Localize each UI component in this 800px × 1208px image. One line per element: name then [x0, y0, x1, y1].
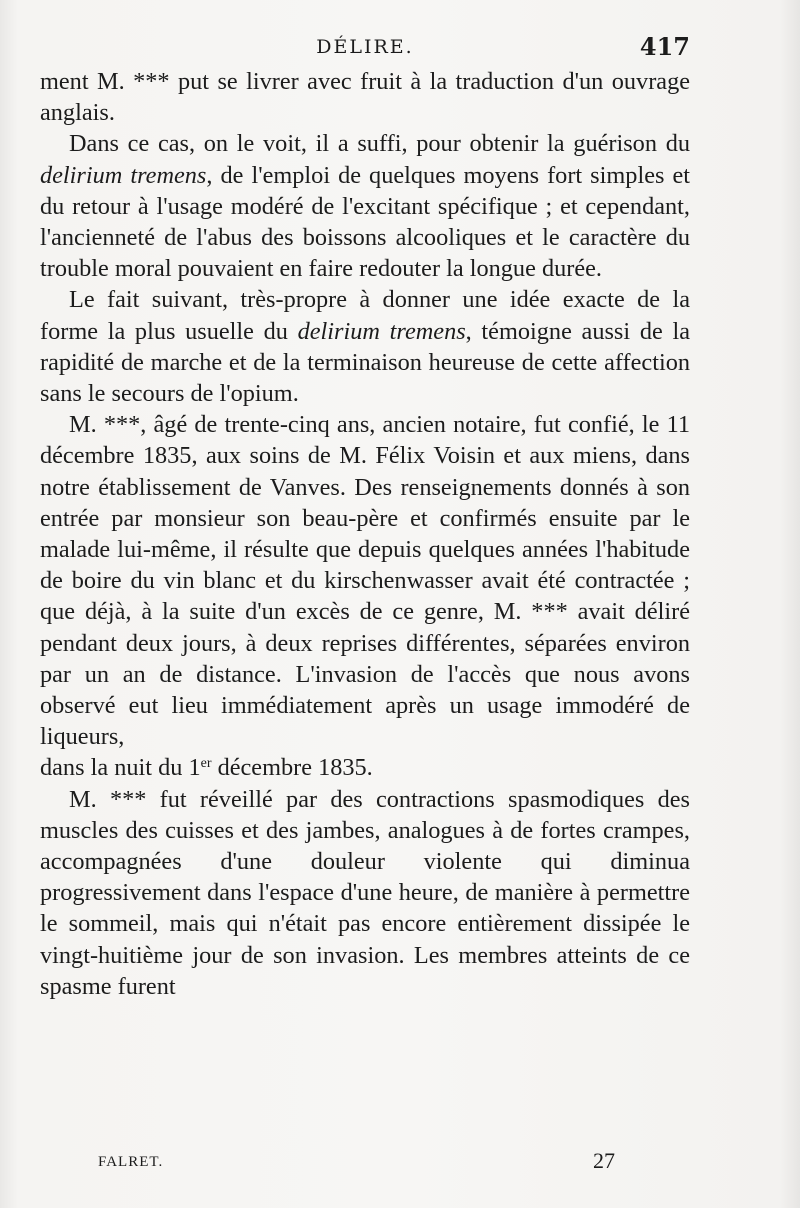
body-text — [40, 66, 690, 1002]
paragraph-2-text-before: Dans ce cas, on le voit, il a suffi, pour obtenir la guérison du — [69, 130, 690, 158]
paragraph-2 — [40, 128, 690, 284]
paragraph-4 — [40, 409, 690, 752]
paragraph-3-text-after: , témoigne aussi de la rapidité de marche et de la terminaison heureuse de cette affection sans le secours de l'opium. — [40, 317, 690, 408]
paragraph-5-text: M. *** fut réveillé par des contractions spasmodiques des muscles des cuisses et des jambes, analogues à de fortes crampes, accompagnées d'une douleur violente qui diminua progressivement dans l'espace d'une heure, de manière à permettre le sommeil, mais qui n'était pas encore entièrement dissipée le vingt-huitième jour de son invasion. Les membres atteints de ce spasme furent — [40, 785, 690, 1000]
paragraph-3-italic-term: delirium tremens — [297, 317, 466, 345]
paragraph-4-end-before: dans la nuit du 1 — [40, 754, 201, 782]
paragraph-4-text: M. ***, âgé de trente-cinq ans, ancien notaire, fut confié, le 11 décembre 1835, aux soins de M. Félix Voisin et aux miens, dans notre établissement de Vanves. Des renseignements donnés à son entrée par monsieur son beau-père et confirmés ensuite par le malade lui-même, il résulte que depuis quelques années l'habitude de boire du vin blanc et du kirschenwasser avait été contractée ; que déjà, à la suite d'un excès de ce genre, M. *** avait déliré pendant deux jours, à deux reprises différentes, séparées environ par un an de distance. L'invasion de l'accès que nous avons observé eut lieu immédiatement après un usage immodéré de liqueurs, — [40, 411, 690, 751]
paragraph-4-end — [40, 752, 690, 783]
paragraph-2-text-after: , de l'emploi de quelques moyens fort simples et du retour à l'usage modéré de l'excitant spécifique ; et cependant, l'ancienneté de l'abus des boissons alcooliques et le caractère du trouble moral pouvaient en faire redouter la longue durée. — [40, 161, 690, 283]
page-footer — [98, 1148, 618, 1178]
running-head — [40, 30, 690, 64]
signature-number: 27 — [593, 1148, 615, 1173]
paragraph-3 — [40, 284, 690, 409]
printer-signature: FALRET. — [98, 1154, 164, 1170]
paragraph-2-italic-term: delirium tremens — [40, 161, 207, 189]
running-title: DÉLIRE. — [316, 36, 414, 58]
paragraph-4-end-after: décembre 1835. — [211, 754, 373, 782]
paragraph-1-text: ment M. *** put se livrer avec fruit à la traduction d'un ouvrage anglais. — [40, 68, 690, 127]
paragraph-1 — [40, 66, 690, 128]
paragraph-5 — [40, 784, 690, 1002]
page-number: 417 — [639, 32, 690, 61]
paragraph-3-text-before: Le fait suivant, très-propre à donner une idée exacte de la forme la plus usuelle du — [40, 286, 690, 345]
ordinal-superscript: er — [200, 756, 212, 772]
